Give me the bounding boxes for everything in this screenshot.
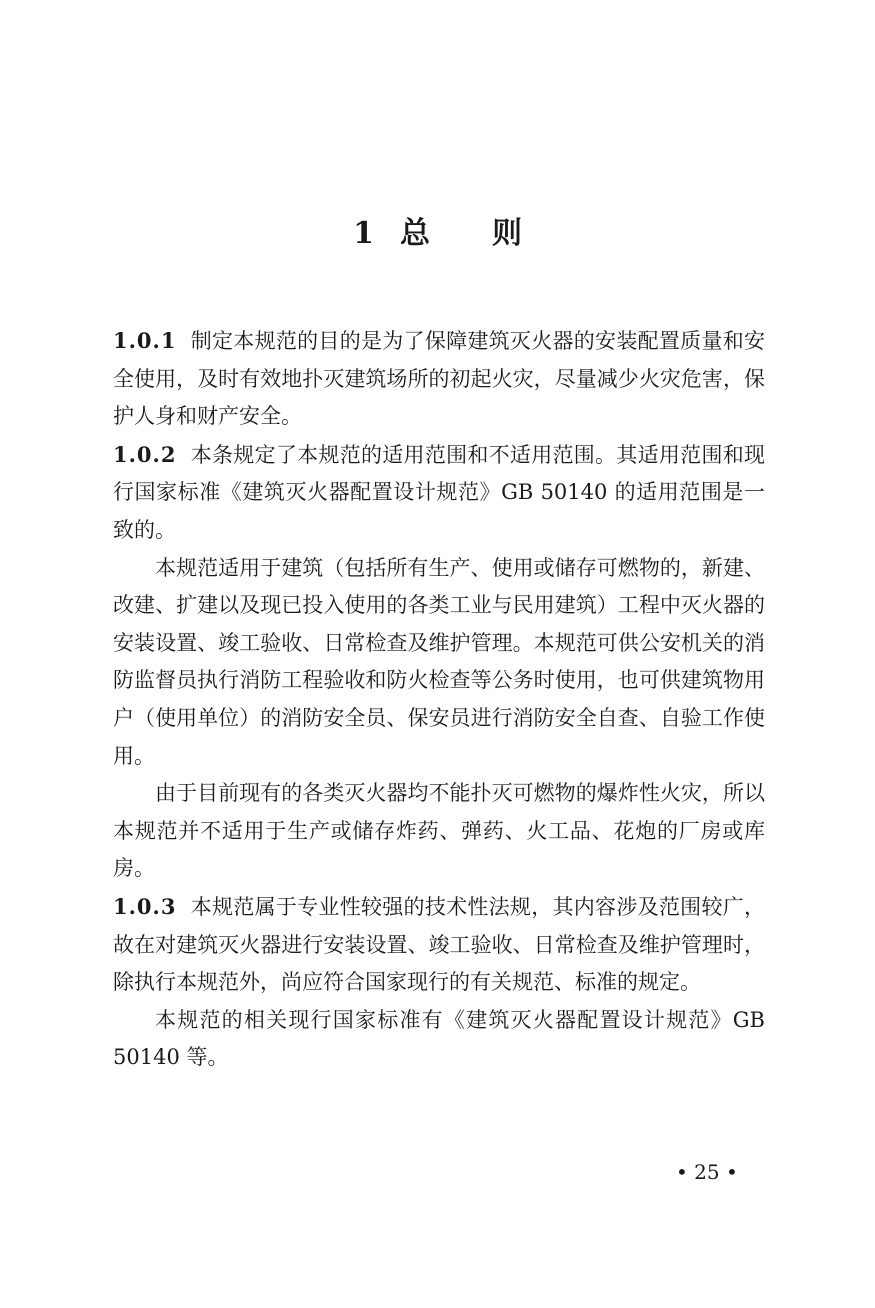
body-text [113,322,765,1077]
clause-1-0-1 [113,322,765,436]
clause-text: 制定本规范的目的是为了保障建筑灭火器的安装配置质量和安全使用，及时有效地扑灭建筑场所的初起火灾，尽量减少火灾危害，保护人身和财产安全。 [113,329,765,429]
clause-1-0-3 [113,888,765,1002]
chapter-title-char-1: 总 [399,216,430,251]
clause-1-0-2 [113,436,765,550]
paragraph: 本规范的相关现行国家标准有《建筑灭火器配置设计规范》GB 50140 等。 [113,1007,765,1070]
clause-number: 1.0.2 [113,441,177,467]
clause-text: 本条规定了本规范的适用范围和不适用范围。其适用范围和现行国家标准《建筑灭火器配置设计规范》GB 50140 的适用范围是一致的。 [113,442,765,542]
clause-number: 1.0.3 [113,893,177,919]
paragraph: 由于目前现有的各类灭火器均不能扑灭可燃物的爆炸性火灾，所以本规范并不适用于生产或储存炸药、弹药、火工品、花炮的厂房或库房。 [113,781,765,881]
chapter-number: 1 [353,216,374,251]
chapter-title [0,210,875,258]
page-number: • 25 • [676,1160,738,1184]
clause-number: 1.0.1 [113,328,177,353]
paragraph: 本规范适用于建筑（包括所有生产、使用或储存可燃物的，新建、改建、扩建以及现已投入使用的各类工业与民用建筑）工程中灭火器的安装设置、竣工验收、日常检查及维护管理。本规范可供公安机关的消防监督员执行消防工程验收和防火检查等公务时使用，也可供建筑物用户（使用单位）的消防安全员、保安员进行消防安全自查、自验工作使用。 [113,555,765,768]
chapter-title-char-2: 则 [491,216,522,251]
clause-text: 本规范属于专业性较强的技术性法规，其内容涉及范围较广，故在对建筑灭火器进行安装设置、竣工验收、日常检查及维护管理时，除执行本规范外，尚应符合国家现行的有关规范、标准的规定。 [113,894,765,995]
